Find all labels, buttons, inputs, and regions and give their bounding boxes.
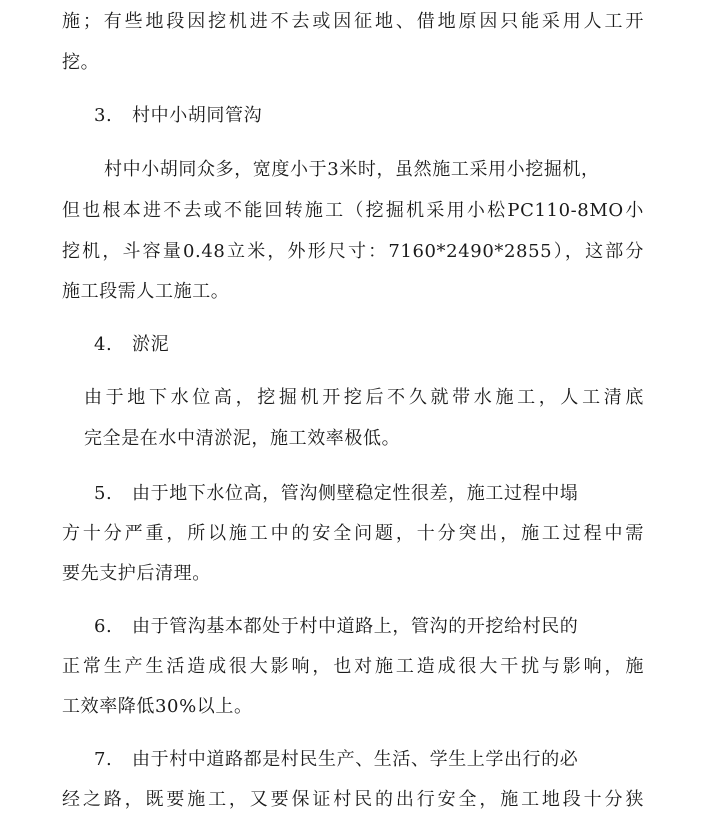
paragraph-continuation-line-2: 挖。 [62, 52, 100, 73]
list-item-5-number: 5. [94, 483, 113, 504]
list-item-5-text: 由于地下水位高，管沟侧壁稳定性很差，施工过程中塌 [132, 483, 579, 504]
heading-4-number: 4. [94, 334, 113, 355]
list-item-5-line-2: 方十分严重，所以施工中的安全问题，十分突出，施工过程中需 [62, 523, 644, 544]
list-item-6-number: 6. [94, 616, 113, 637]
list-item-7-line-1 [94, 748, 644, 772]
paragraph-4-line-2: 完全是在水中清淤泥，施工效率极低。 [84, 428, 401, 449]
heading-3-title: 村中小胡同管沟 [132, 105, 263, 126]
list-item-6-line-3: 工效率降低30%以上。 [62, 696, 253, 717]
list-item-5-line-1 [94, 482, 644, 506]
paragraph-3-line-4: 施工段需人工施工。 [62, 281, 230, 302]
paragraph-4-line-1: 由于地下水位高，挖掘机开挖后不久就带水施工，人工清底 [84, 387, 644, 408]
paragraph-3-line-3: 挖机，斗容量0.48立米，外形尺寸：7160*2490*2855），这部分 [62, 241, 644, 262]
heading-3 [94, 104, 262, 128]
list-item-6-line-2: 正常生产生活造成很大影响，也对施工造成很大干扰与影响，施 [62, 656, 644, 677]
list-item-7-line-2: 经之路，既要施工，又要保证村民的出行安全，施工地段十分狭 [62, 789, 644, 810]
list-item-7-text: 由于村中道路都是村民生产、生活、学生上学出行的必 [132, 749, 579, 770]
list-item-7-number: 7. [94, 749, 113, 770]
heading-3-number: 3. [94, 105, 113, 126]
heading-4 [94, 333, 169, 357]
paragraph-3-line-1: 村中小胡同众多，宽度小于3米时，虽然施工采用小挖掘机， [104, 159, 600, 180]
heading-4-title: 淤泥 [132, 334, 170, 355]
list-item-6-text: 由于管沟基本都处于村中道路上，管沟的开挖给村民的 [132, 616, 579, 637]
paragraph-3-line-2: 但也根本进不去或不能回转施工（挖掘机采用小松PC110-8MO小 [62, 200, 644, 221]
list-item-5-line-3: 要先支护后清理。 [62, 563, 211, 584]
paragraph-continuation-line-1: 施；有些地段因挖机进不去或因征地、借地原因只能采用人工开 [62, 11, 644, 32]
list-item-6-line-1 [94, 615, 644, 639]
